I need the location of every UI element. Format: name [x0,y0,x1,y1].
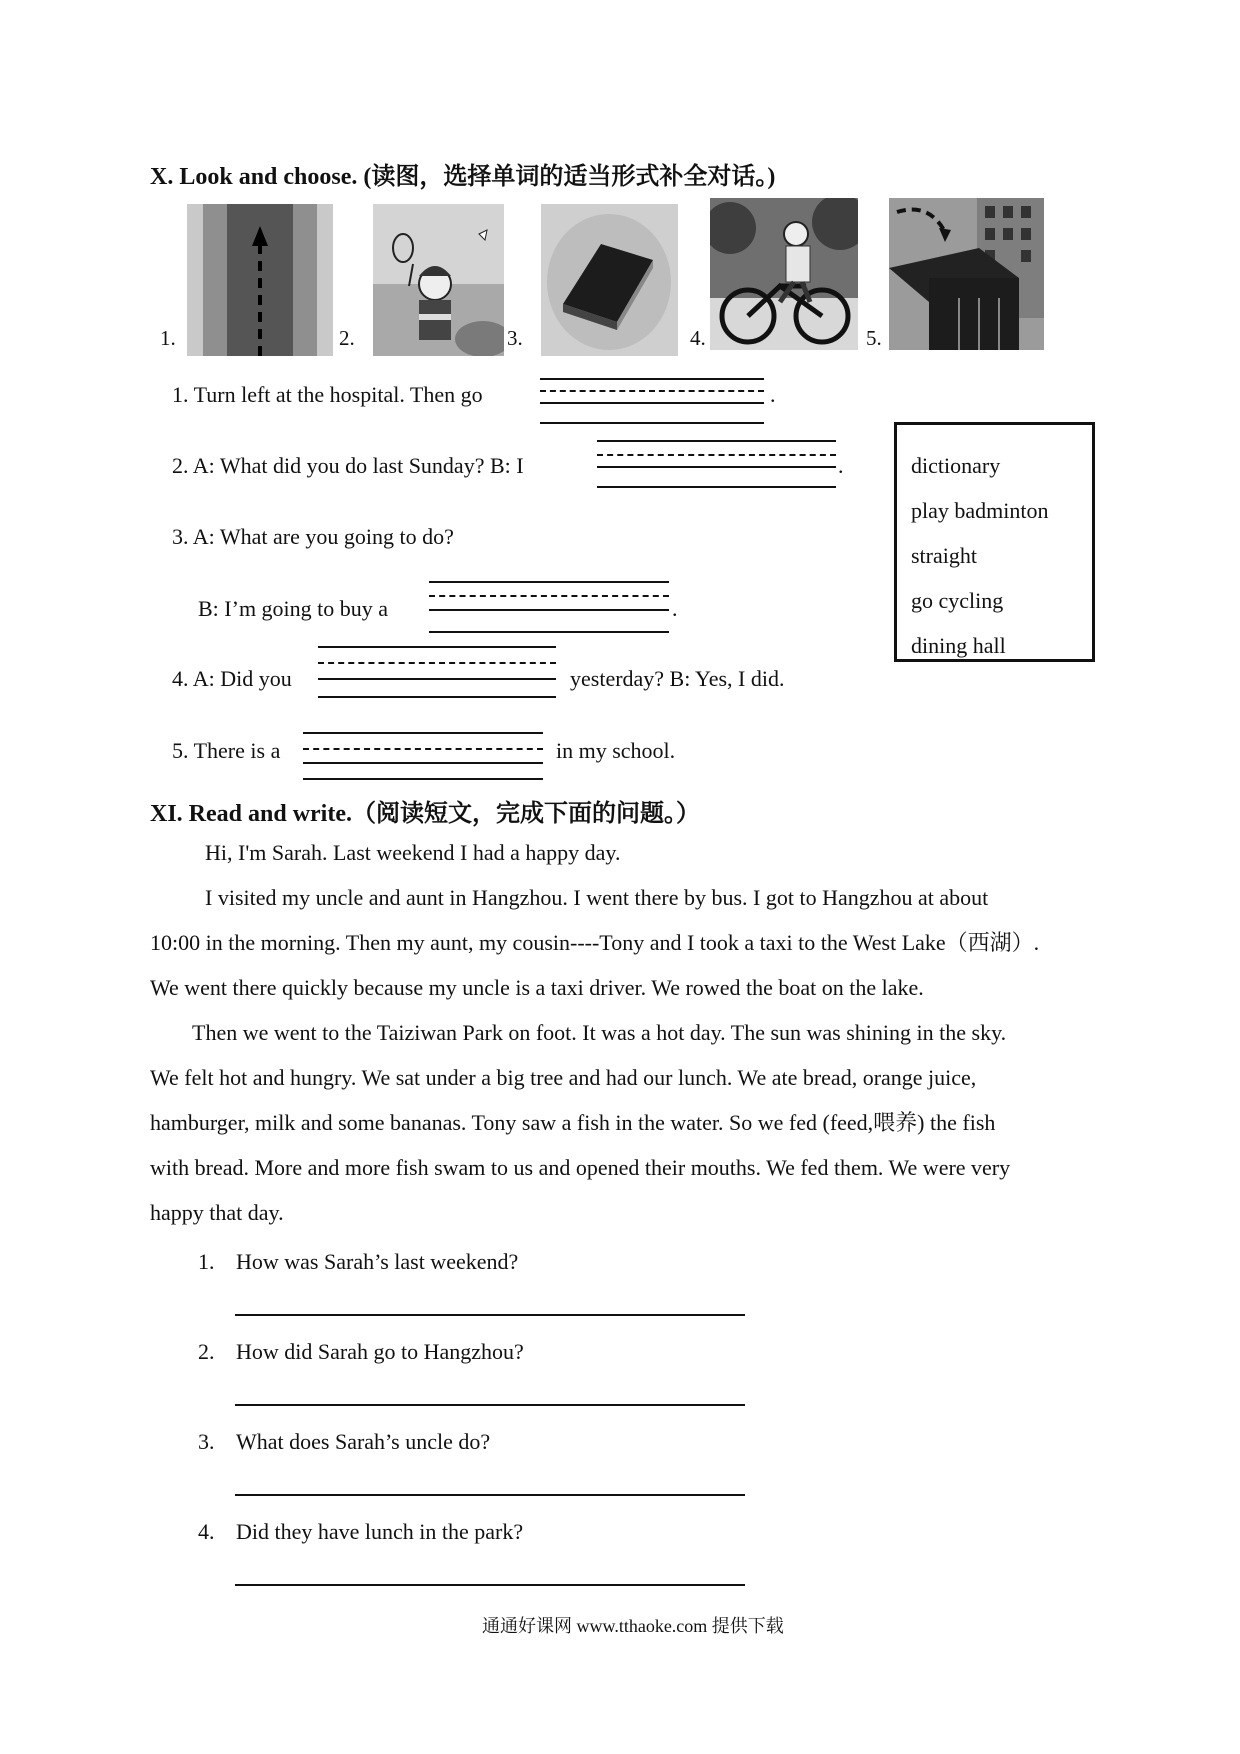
word-option: dining hall [911,633,1006,658]
question-1-end: . [770,382,776,407]
comprehension-q2-text: How did Sarah go to Hangzhou? [236,1339,524,1364]
page-footer: 通通好课网 www.tthaoke.com 提供下载 [482,1616,784,1636]
answer-line-2[interactable] [235,1404,745,1406]
answer-blank-5[interactable] [303,732,543,774]
passage-line: Hi, I'm Sarah. Last weekend I had a happy day. [205,840,621,865]
word-bank-box [894,422,1095,662]
picture-5-number: 5. [866,326,882,350]
question-3-end: . [672,596,678,621]
section-11-title: XI. Read and write.（阅读短文，完成下面的问题。） [150,801,700,827]
passage-line: Then we went to the Taiziwan Park on foot. It was a hot day. The sun was shining in the sky. [192,1020,1007,1045]
question-3a-text: 3. A: What are you going to do? [172,524,454,549]
book-icon [541,204,678,356]
comprehension-q1-text: How was Sarah’s last weekend? [236,1249,519,1274]
question-4-after: yesterday? B: Yes, I did. [570,666,785,691]
answer-blank-2[interactable] [597,440,836,482]
word-option: dictionary [911,453,1001,478]
question-2-text: 2. A: What did you do last Sunday? B: I [172,453,524,478]
answer-blank-3[interactable] [429,581,669,623]
boy-badminton-icon [373,204,504,356]
word-option: straight [911,543,977,568]
question-1-text: 1. Turn left at the hospital. Then go [172,382,483,407]
comprehension-q3-text: What does Sarah’s uncle do? [236,1429,491,1454]
passage-line: We felt hot and hungry. We sat under a big tree and had our lunch. We ate bread, orange juice, [150,1065,977,1090]
word-option: go cycling [911,588,1004,613]
passage-line: I visited my uncle and aunt in Hangzhou. I went there by bus. I got to Hangzhou at about [205,885,989,910]
passage-line: hamburger, milk and some bananas. Tony saw a fish in the water. So we fed (feed,喂养) the fish [150,1110,996,1135]
answer-line-1[interactable] [235,1314,745,1316]
answer-blank-4[interactable] [318,646,556,688]
section-10-title: X. Look and choose. (读图，选择单词的适当形式补全对话。) [150,164,776,190]
comprehension-q4-text: Did they have lunch in the park? [236,1519,524,1544]
picture-2-number: 2. [339,326,355,350]
word-option: play badminton [911,498,1049,523]
question-4-text: 4. A: Did you [172,666,292,691]
answer-line-4[interactable] [235,1584,745,1586]
passage-line: We went there quickly because my uncle is a taxi driver. We rowed the boat on the lake. [150,975,924,1000]
road-straight-arrow-icon [187,204,333,356]
question-2-end: . [838,453,844,478]
comprehension-q1-number: 1. [198,1249,215,1274]
picture-1-number: 1. [160,326,176,350]
comprehension-q4-number: 4. [198,1519,215,1544]
comprehension-q3-number: 3. [198,1429,215,1454]
building-dining-hall-icon [889,198,1044,350]
answer-line-3[interactable] [235,1494,745,1496]
passage-line: with bread. More and more fish swam to us and opened their mouths. We fed them. We were very [150,1155,1011,1180]
question-5-after: in my school. [556,738,676,763]
reading-passage [150,830,1150,1235]
passage-line: 10:00 in the morning. Then my aunt, my cousin----Tony and I took a taxi to the West Lake（西湖）. [150,930,1040,955]
picture-3-number: 3. [507,326,523,350]
picture-4-number: 4. [690,326,706,350]
answer-blank-1[interactable] [540,378,764,420]
question-3b-text: B: I’m going to buy a [198,596,389,621]
boy-cycling-icon [710,198,858,350]
question-5-text: 5. There is a [172,738,281,763]
comprehension-q2-number: 2. [198,1339,215,1364]
passage-line: happy that day. [150,1200,284,1225]
